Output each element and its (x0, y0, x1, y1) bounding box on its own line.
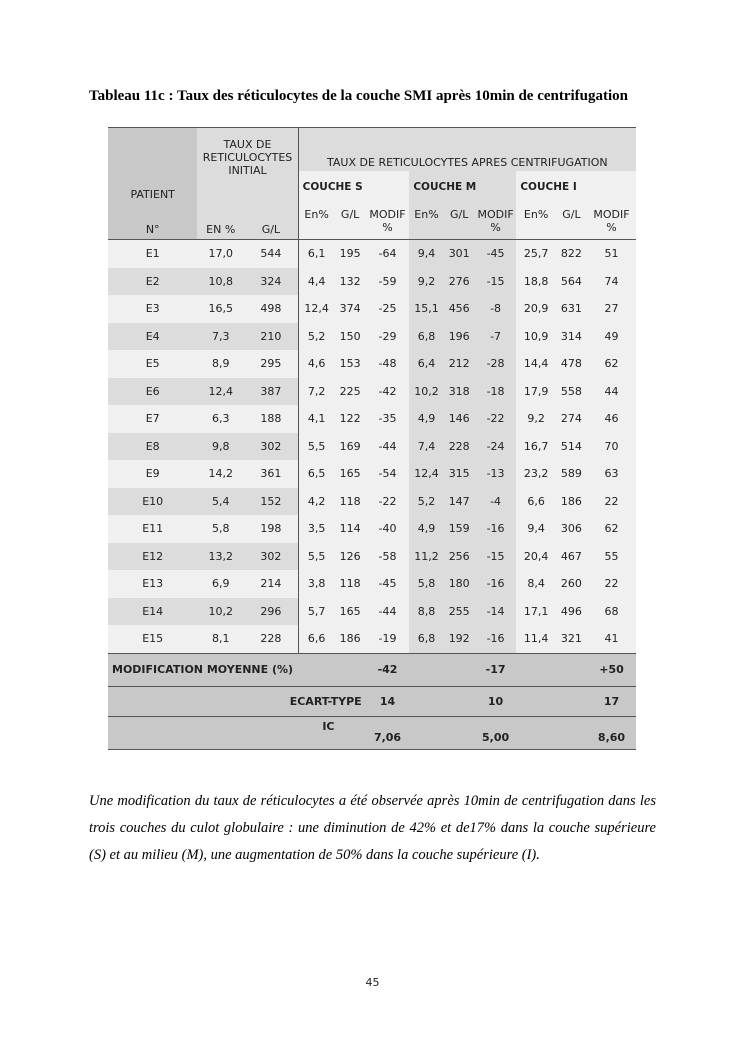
cell-s-modif: -19 (366, 625, 410, 653)
cell-s-en: 6,6 (298, 625, 334, 653)
cell-s-modif: -35 (366, 405, 410, 433)
sd-m: 10 (475, 686, 517, 716)
header-no: N° (108, 204, 197, 240)
cell-init-gl: 188 (244, 405, 298, 433)
cell-init-en: 5,8 (197, 515, 244, 543)
header-couche-i: COUCHE I (516, 171, 636, 204)
header-couche-m: COUCHE M (409, 171, 516, 204)
cell-m-gl: 192 (444, 625, 475, 653)
cell-s-gl: 374 (335, 295, 366, 323)
cell-m-gl: 456 (444, 295, 475, 323)
header-s-gl: G/L (335, 204, 366, 240)
cell-s-gl: 165 (335, 460, 366, 488)
table-row (108, 515, 636, 543)
cell-i-gl: 496 (556, 598, 587, 626)
header-couche-s: COUCHE S (298, 171, 409, 204)
mean-label: MODIFICATION MOYENNE (%) (108, 653, 366, 686)
mean-m: -17 (475, 653, 517, 686)
header-i-modif-l1: MODIF (593, 207, 630, 221)
cell-init-gl: 361 (244, 460, 298, 488)
table-row (108, 570, 636, 598)
cell-m-modif: -13 (475, 460, 517, 488)
cell-init-en: 13,2 (197, 543, 244, 571)
cell-s-gl: 114 (335, 515, 366, 543)
cell-s-modif: -29 (366, 323, 410, 351)
header-m-modif-l1: MODIF (477, 207, 514, 221)
cell-i-modif: 22 (587, 488, 636, 516)
cell-s-gl: 118 (335, 570, 366, 598)
header-m-modif (475, 204, 517, 240)
cell-s-en: 12,4 (298, 295, 334, 323)
table-row (108, 268, 636, 296)
cell-init-gl: 296 (244, 598, 298, 626)
cell-i-gl: 467 (556, 543, 587, 571)
cell-m-en: 4,9 (409, 515, 443, 543)
cell-init-en: 12,4 (197, 378, 244, 406)
cell-patient: E15 (108, 625, 197, 653)
cell-i-gl: 631 (556, 295, 587, 323)
cell-i-modif: 55 (587, 543, 636, 571)
cell-init-gl: 302 (244, 543, 298, 571)
table-row (108, 295, 636, 323)
ic-m: 5,00 (475, 716, 517, 749)
cell-i-en: 14,4 (516, 350, 555, 378)
cell-i-en: 16,7 (516, 433, 555, 461)
cell-i-modif: 27 (587, 295, 636, 323)
cell-s-modif: -54 (366, 460, 410, 488)
page-number: 45 (365, 976, 380, 989)
header-initial-line3: INITIAL (228, 164, 267, 177)
cell-init-gl: 302 (244, 433, 298, 461)
table-body (108, 240, 636, 654)
cell-m-modif: -16 (475, 570, 517, 598)
cell-init-en: 8,9 (197, 350, 244, 378)
cell-i-modif: 46 (587, 405, 636, 433)
cell-i-modif: 62 (587, 350, 636, 378)
cell-patient: E8 (108, 433, 197, 461)
cell-m-en: 9,4 (409, 240, 443, 268)
table-row (108, 488, 636, 516)
cell-init-gl: 214 (244, 570, 298, 598)
cell-i-en: 8,4 (516, 570, 555, 598)
cell-m-gl: 196 (444, 323, 475, 351)
cell-i-gl: 564 (556, 268, 587, 296)
cell-patient: E14 (108, 598, 197, 626)
cell-i-gl: 260 (556, 570, 587, 598)
cell-m-en: 6,8 (409, 323, 443, 351)
cell-m-modif: -4 (475, 488, 517, 516)
cell-s-modif: -45 (366, 570, 410, 598)
cell-i-en: 20,4 (516, 543, 555, 571)
cell-i-modif: 44 (587, 378, 636, 406)
header-m-en: En% (409, 204, 443, 240)
cell-m-gl: 159 (444, 515, 475, 543)
cell-s-gl: 126 (335, 543, 366, 571)
cell-i-modif: 68 (587, 598, 636, 626)
cell-m-modif: -24 (475, 433, 517, 461)
cell-init-en: 5,4 (197, 488, 244, 516)
cell-m-modif: -16 (475, 515, 517, 543)
cell-init-en: 10,2 (197, 598, 244, 626)
cell-s-gl: 165 (335, 598, 366, 626)
cell-m-modif: -16 (475, 625, 517, 653)
cell-s-gl: 186 (335, 625, 366, 653)
cell-m-en: 10,2 (409, 378, 443, 406)
cell-s-modif: -58 (366, 543, 410, 571)
cell-i-modif: 74 (587, 268, 636, 296)
header-i-modif (587, 204, 636, 240)
cell-i-gl: 321 (556, 625, 587, 653)
cell-i-en: 20,9 (516, 295, 555, 323)
header-patient-top (108, 128, 197, 171)
cell-i-gl: 186 (556, 488, 587, 516)
cell-init-gl: 324 (244, 268, 298, 296)
ic-label: IC (108, 716, 335, 749)
cell-m-en: 12,4 (409, 460, 443, 488)
cell-init-gl: 228 (244, 625, 298, 653)
cell-i-en: 6,6 (516, 488, 555, 516)
cell-patient: E3 (108, 295, 197, 323)
cell-init-gl: 198 (244, 515, 298, 543)
cell-patient: E12 (108, 543, 197, 571)
cell-patient: E4 (108, 323, 197, 351)
cell-m-en: 9,2 (409, 268, 443, 296)
cell-m-modif: -14 (475, 598, 517, 626)
cell-i-gl: 274 (556, 405, 587, 433)
cell-init-en: 10,8 (197, 268, 244, 296)
cell-m-modif: -28 (475, 350, 517, 378)
cell-init-gl: 498 (244, 295, 298, 323)
cell-s-modif: -22 (366, 488, 410, 516)
cell-m-modif: -7 (475, 323, 517, 351)
cell-i-modif: 22 (587, 570, 636, 598)
cell-s-modif: -44 (366, 598, 410, 626)
table-row (108, 405, 636, 433)
header-s-modif (366, 204, 410, 240)
cell-i-en: 25,7 (516, 240, 555, 268)
cell-s-en: 5,7 (298, 598, 334, 626)
cell-i-en: 11,4 (516, 625, 555, 653)
header-en-pct: EN % (197, 204, 244, 240)
table-row (108, 378, 636, 406)
cell-patient: E5 (108, 350, 197, 378)
cell-init-en: 16,5 (197, 295, 244, 323)
header-gl: G/L (244, 204, 298, 240)
cell-m-gl: 301 (444, 240, 475, 268)
cell-s-modif: -42 (366, 378, 410, 406)
cell-init-gl: 295 (244, 350, 298, 378)
table-row (108, 598, 636, 626)
cell-i-en: 18,8 (516, 268, 555, 296)
cell-m-gl: 146 (444, 405, 475, 433)
cell-i-gl: 306 (556, 515, 587, 543)
cell-patient: E2 (108, 268, 197, 296)
cell-s-gl: 118 (335, 488, 366, 516)
cell-s-modif: -25 (366, 295, 410, 323)
cell-m-gl: 180 (444, 570, 475, 598)
cell-s-en: 5,5 (298, 433, 334, 461)
mean-i: +50 (587, 653, 636, 686)
cell-s-en: 3,5 (298, 515, 334, 543)
sd-i: 17 (587, 686, 636, 716)
cell-i-modif: 70 (587, 433, 636, 461)
cell-i-en: 17,1 (516, 598, 555, 626)
cell-m-gl: 256 (444, 543, 475, 571)
cell-m-en: 7,4 (409, 433, 443, 461)
header-i-en: En% (516, 204, 555, 240)
cell-s-gl: 195 (335, 240, 366, 268)
ic-s: 7,06 (366, 716, 410, 749)
cell-m-modif: -8 (475, 295, 517, 323)
cell-m-gl: 315 (444, 460, 475, 488)
cell-patient: E13 (108, 570, 197, 598)
cell-m-en: 6,4 (409, 350, 443, 378)
mean-s: -42 (366, 653, 410, 686)
cell-i-modif: 63 (587, 460, 636, 488)
cell-init-en: 17,0 (197, 240, 244, 268)
cell-s-gl: 132 (335, 268, 366, 296)
table-row (108, 543, 636, 571)
cell-init-en: 9,8 (197, 433, 244, 461)
cell-patient: E7 (108, 405, 197, 433)
cell-s-en: 5,2 (298, 323, 334, 351)
cell-s-modif: -64 (366, 240, 410, 268)
cell-init-gl: 544 (244, 240, 298, 268)
cell-i-modif: 62 (587, 515, 636, 543)
ic-i: 8,60 (587, 716, 636, 749)
table-row (108, 625, 636, 653)
cell-init-en: 7,3 (197, 323, 244, 351)
cell-m-gl: 228 (444, 433, 475, 461)
cell-s-gl: 122 (335, 405, 366, 433)
cell-i-en: 17,9 (516, 378, 555, 406)
cell-m-modif: -15 (475, 543, 517, 571)
cell-patient: E10 (108, 488, 197, 516)
table-row (108, 350, 636, 378)
cell-patient: E6 (108, 378, 197, 406)
cell-s-modif: -44 (366, 433, 410, 461)
header-patient: PATIENT (108, 171, 197, 204)
table-title: Tableau 11c : Taux des réticulocytes de la couche SMI après 10min de centrifugation (89, 88, 629, 104)
cell-s-en: 7,2 (298, 378, 334, 406)
cell-m-modif: -18 (475, 378, 517, 406)
cell-m-en: 5,8 (409, 570, 443, 598)
cell-i-en: 23,2 (516, 460, 555, 488)
cell-m-modif: -22 (475, 405, 517, 433)
cell-init-gl: 387 (244, 378, 298, 406)
cell-s-gl: 150 (335, 323, 366, 351)
header-initial-line1: TAUX DE (223, 138, 272, 151)
sd-s: 14 (366, 686, 410, 716)
cell-m-en: 4,9 (409, 405, 443, 433)
cell-m-gl: 255 (444, 598, 475, 626)
cell-m-gl: 276 (444, 268, 475, 296)
cell-init-en: 14,2 (197, 460, 244, 488)
cell-s-en: 5,5 (298, 543, 334, 571)
cell-s-en: 4,6 (298, 350, 334, 378)
cell-i-modif: 49 (587, 323, 636, 351)
cell-init-en: 6,9 (197, 570, 244, 598)
header-initial-line2: RETICULOCYTES (202, 151, 293, 164)
table-row (108, 433, 636, 461)
cell-s-modif: -59 (366, 268, 410, 296)
cell-patient: E11 (108, 515, 197, 543)
cell-s-gl: 153 (335, 350, 366, 378)
header-after: TAUX DE RETICULOCYTES APRES CENTRIFUGATION (298, 128, 636, 171)
cell-init-en: 6,3 (197, 405, 244, 433)
cell-i-gl: 558 (556, 378, 587, 406)
cell-m-en: 6,8 (409, 625, 443, 653)
cell-m-en: 15,1 (409, 295, 443, 323)
table-row (108, 323, 636, 351)
cell-s-en: 6,5 (298, 460, 334, 488)
cell-s-gl: 169 (335, 433, 366, 461)
cell-init-en: 8,1 (197, 625, 244, 653)
cell-i-modif: 41 (587, 625, 636, 653)
cell-s-en: 3,8 (298, 570, 334, 598)
header-m-modif-l2: % (490, 220, 501, 234)
cell-patient: E9 (108, 460, 197, 488)
cell-m-modif: -15 (475, 268, 517, 296)
cell-s-en: 4,4 (298, 268, 334, 296)
cell-m-en: 11,2 (409, 543, 443, 571)
cell-i-gl: 589 (556, 460, 587, 488)
header-s-en: En% (298, 204, 334, 240)
cell-m-en: 5,2 (409, 488, 443, 516)
cell-s-en: 6,1 (298, 240, 334, 268)
header-s-modif-l1: MODIF (369, 207, 406, 221)
cell-init-gl: 210 (244, 323, 298, 351)
header-i-modif-l2: % (606, 220, 617, 234)
cell-m-gl: 147 (444, 488, 475, 516)
reticulocyte-table (108, 127, 636, 750)
cell-m-modif: -45 (475, 240, 517, 268)
cell-s-modif: -48 (366, 350, 410, 378)
cell-i-en: 10,9 (516, 323, 555, 351)
cell-s-gl: 225 (335, 378, 366, 406)
sd-label: ECART-TYPE (108, 686, 366, 716)
cell-i-modif: 51 (587, 240, 636, 268)
header-i-gl: G/L (556, 204, 587, 240)
header-initial (197, 128, 298, 204)
cell-m-gl: 212 (444, 350, 475, 378)
cell-s-en: 4,1 (298, 405, 334, 433)
cell-i-gl: 514 (556, 433, 587, 461)
cell-m-gl: 318 (444, 378, 475, 406)
cell-i-en: 9,2 (516, 405, 555, 433)
cell-init-gl: 152 (244, 488, 298, 516)
table-row (108, 240, 636, 268)
table-row (108, 460, 636, 488)
cell-patient: E1 (108, 240, 197, 268)
header-s-modif-l2: % (382, 220, 393, 234)
header-m-gl: G/L (444, 204, 475, 240)
cell-i-gl: 822 (556, 240, 587, 268)
cell-i-en: 9,4 (516, 515, 555, 543)
cell-s-modif: -40 (366, 515, 410, 543)
cell-m-en: 8,8 (409, 598, 443, 626)
conclusion-paragraph: Une modification du taux de réticulocytes a été observée après 10min de centrifugation dans les trois couches du culot globulaire : une diminution de 42% et de17% dans la couche supérieure (S) et au milieu (M), une augmentation de 50% dans la couche supérieure (I). (89, 793, 656, 863)
cell-i-gl: 478 (556, 350, 587, 378)
cell-i-gl: 314 (556, 323, 587, 351)
cell-s-en: 4,2 (298, 488, 334, 516)
